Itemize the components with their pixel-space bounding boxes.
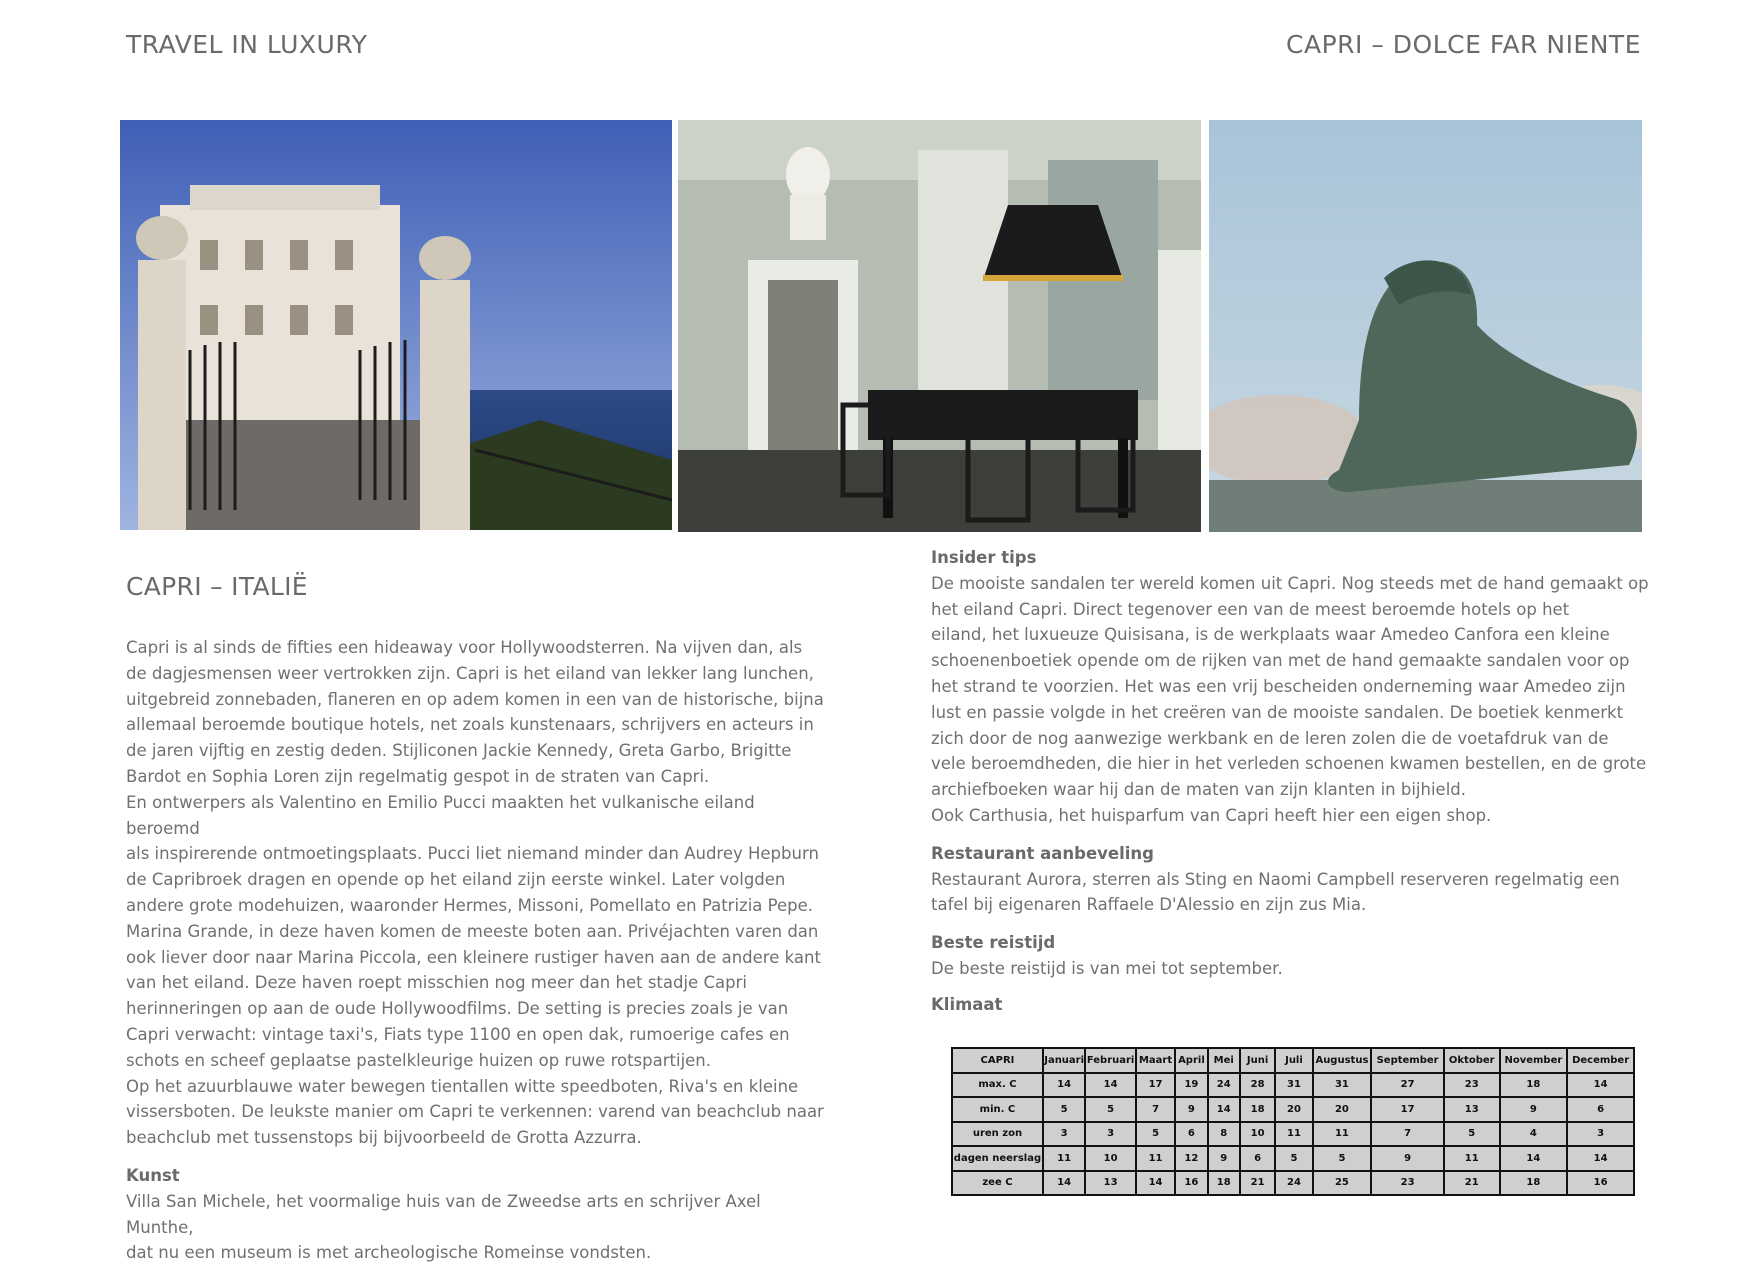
climate-cell: 13	[1444, 1097, 1500, 1122]
climate-row	[952, 1171, 1634, 1196]
climate-cell: 18	[1500, 1171, 1568, 1196]
climate-cell: 31	[1275, 1073, 1312, 1098]
text-line: uitgebreid zonnebaden, flaneren en op adem komen in een van de historische, bijna	[126, 689, 824, 709]
climate-cell: 6	[1240, 1146, 1275, 1171]
climate-cell: 28	[1240, 1073, 1275, 1098]
climate-header-cell: December	[1567, 1048, 1634, 1073]
text-line: allemaal beroemde boutique hotels, net zoals kunstenaars, schrijvers en acteurs in	[126, 715, 814, 735]
climate-cell: 14	[1043, 1073, 1085, 1098]
climate-cell: 5	[1043, 1097, 1085, 1122]
climate-cell: 10	[1240, 1122, 1275, 1147]
climate-cell: 5	[1136, 1122, 1175, 1147]
kunst-heading: Kunst	[126, 1165, 180, 1185]
climate-cell: 23	[1371, 1171, 1444, 1196]
climate-cell: 18	[1240, 1097, 1275, 1122]
text-line: vissersboten. De leukste manier om Capri te verkennen: varend van beachclub naar	[126, 1102, 824, 1122]
climate-header-cell: September	[1371, 1048, 1444, 1073]
climate-cell: 9	[1500, 1097, 1568, 1122]
text-line: het strand te voorzien. Het was een vrij bescheiden onderneming waar Amedeo zijn	[931, 676, 1626, 696]
climate-header-cell: Mei	[1208, 1048, 1240, 1073]
climate-cell: 14	[1567, 1146, 1634, 1171]
climate-cell: 11	[1444, 1146, 1500, 1171]
climate-row-label: uren zon	[952, 1122, 1043, 1147]
climate-cell: 9	[1208, 1146, 1240, 1171]
header-right-title: CAPRI – DOLCE FAR NIENTE	[1286, 30, 1641, 59]
dining-room-photo	[678, 120, 1201, 532]
text-line: Op het azuurblauwe water bewegen tientallen witte speedboten, Riva's en kleine	[126, 1076, 799, 1096]
climate-cell: 14	[1085, 1073, 1136, 1098]
climate-cell: 14	[1567, 1073, 1634, 1098]
text-line: schots en scheef geplaatse pastelkleurige huizen op ruwe rotspartijen.	[126, 1050, 712, 1070]
climate-cell: 7	[1371, 1122, 1444, 1147]
climate-cell: 3	[1567, 1122, 1634, 1147]
climate-cell: 9	[1175, 1097, 1207, 1122]
text-line: De beste reistijd is van mei tot september.	[931, 958, 1283, 978]
text-line: Marina Grande, in deze haven komen de meeste boten aan. Privéjachten varen dan	[126, 921, 819, 941]
climate-cell: 6	[1567, 1097, 1634, 1122]
climate-row	[952, 1146, 1634, 1171]
climate-row	[952, 1097, 1634, 1122]
climate-row	[952, 1122, 1634, 1147]
text-line: andere grote modehuizen, waaronder Hermes, Missoni, Pomellato en Patrizia Pepe.	[126, 895, 814, 915]
text-line: eiland, het luxueuze Quisisana, is de werkplaats waar Amedeo Canfora een kleine	[931, 625, 1610, 645]
sphinx-statue-photo	[1209, 120, 1642, 532]
climate-cell: 12	[1175, 1146, 1207, 1171]
climate-cell: 14	[1500, 1146, 1568, 1171]
text-line: zich door de nog aanwezige werkbank en de leren zolen die de voetafdruk van de	[931, 728, 1609, 748]
climate-cell: 5	[1444, 1122, 1500, 1147]
text-line: En ontwerpers als Valentino en Emilio Pucci maakten het vulkanische eiland beroemd	[126, 792, 755, 838]
text-line: het eiland Capri. Direct tegenover een van de meest beroemde hotels op het	[931, 599, 1570, 619]
climate-cell: 31	[1313, 1073, 1372, 1098]
climate-cell: 11	[1275, 1122, 1312, 1147]
klimaat-heading: Klimaat	[931, 994, 1003, 1014]
climate-row-label: min. C	[952, 1097, 1043, 1122]
climate-cell: 5	[1085, 1097, 1136, 1122]
climate-header-cell: Maart	[1136, 1048, 1175, 1073]
text-line: als inspirerende ontmoetingsplaats. Pucci liet niemand minder dan Audrey Hepburn	[126, 844, 819, 864]
climate-cell: 11	[1043, 1146, 1085, 1171]
text-line: Capri verwacht: vintage taxi's, Fiats type 1100 en open dak, rumoerige cafes en	[126, 1024, 790, 1044]
climate-cell: 14	[1208, 1097, 1240, 1122]
text-line: Capri is al sinds de fifties een hideaway voor Hollywoodsterren. Na vijven dan, als	[126, 638, 803, 657]
text-line: schoenenboetiek opende om de rijken van met de hand gemaakte sandalen voor op	[931, 651, 1630, 671]
climate-cell: 23	[1444, 1073, 1500, 1098]
text-line: Bardot en Sophia Loren zijn regelmatig gespot in de straten van Capri.	[126, 766, 710, 786]
left-column	[126, 572, 826, 1266]
text-line: tafel bij eigenaren Raffaele D'Alessio en zijn zus Mia.	[931, 895, 1367, 915]
climate-header-cell: November	[1500, 1048, 1568, 1073]
text-line: herinneringen op aan de oude Hollywoodfilms. De setting is precies zoals je van	[126, 999, 789, 1019]
text-line: vele beroemdheden, die hier in het verleden schoenen kwamen bestellen, en de grote	[931, 754, 1647, 774]
climate-cell: 3	[1043, 1122, 1085, 1147]
climate-cell: 17	[1136, 1073, 1175, 1098]
villa-gate-sea-photo	[120, 120, 672, 530]
climate-cell: 17	[1371, 1097, 1444, 1122]
climate-cell: 20	[1275, 1097, 1312, 1122]
climate-cell: 10	[1085, 1146, 1136, 1171]
climate-row-label: dagen neerslag	[952, 1146, 1043, 1171]
climate-cell: 18	[1208, 1171, 1240, 1196]
climate-cell: 11	[1136, 1146, 1175, 1171]
reistijd-heading: Beste reistijd	[931, 933, 1056, 953]
text-line: van het eiland. Deze haven roept misschien nog meer dan het stadje Capri	[126, 973, 747, 993]
climate-cell: 21	[1240, 1171, 1275, 1196]
climate-header-cell: April	[1175, 1048, 1207, 1073]
climate-cell: 24	[1208, 1073, 1240, 1098]
text-line: beachclub met tussenstops bij bijvoorbeeld de Grotta Azzurra.	[126, 1128, 642, 1148]
climate-table	[951, 1047, 1635, 1196]
climate-header-cell: Oktober	[1444, 1048, 1500, 1073]
climate-cell: 14	[1043, 1171, 1085, 1196]
climate-cell: 20	[1313, 1097, 1372, 1122]
climate-cell: 13	[1085, 1171, 1136, 1196]
climate-cell: 21	[1444, 1171, 1500, 1196]
climate-header-cell: Februari	[1085, 1048, 1136, 1073]
climate-header-row	[952, 1048, 1634, 1073]
header-left-title: TRAVEL IN LUXURY	[126, 30, 368, 59]
climate-cell: 9	[1371, 1146, 1444, 1171]
climate-cell: 3	[1085, 1122, 1136, 1147]
climate-cell: 16	[1175, 1171, 1207, 1196]
intro-paragraph	[126, 635, 826, 1151]
climate-cell: 11	[1313, 1122, 1372, 1147]
right-column	[931, 545, 1651, 1018]
climate-cell: 7	[1136, 1097, 1175, 1122]
climate-cell: 5	[1313, 1146, 1372, 1171]
climate-cell: 25	[1313, 1171, 1372, 1196]
text-line: de jaren vijftig en zestig deden. Stijliconen Jackie Kennedy, Greta Garbo, Brigitte	[126, 741, 792, 761]
climate-cell: 16	[1567, 1171, 1634, 1196]
text-line: archiefboeken waar hij dan de maten van zijn klanten in bijhield.	[931, 780, 1466, 800]
climate-row-label: zee C	[952, 1171, 1043, 1196]
climate-cell: 19	[1175, 1073, 1207, 1098]
restaurant-heading: Restaurant aanbeveling	[931, 843, 1154, 863]
text-line: de dagjesmensen weer vertrokken zijn. Capri is het eiland van lekker lang lunchen,	[126, 663, 814, 683]
insider-tips-heading: Insider tips	[931, 548, 1037, 567]
text-line: lust en passie volgde in het creëren van de mooiste sandalen. De boetiek kenmerkt	[931, 702, 1624, 722]
section-title-capri-italie: CAPRI – ITALIË	[126, 572, 308, 601]
climate-cell: 4	[1500, 1122, 1568, 1147]
climate-cell: 8	[1208, 1122, 1240, 1147]
climate-header-cell: Juli	[1275, 1048, 1312, 1073]
climate-cell: 18	[1500, 1073, 1568, 1098]
climate-header-cell: CAPRI	[952, 1048, 1043, 1073]
climate-cell: 14	[1136, 1171, 1175, 1196]
text-line: Villa San Michele, het voormalige huis van de Zweedse arts en schrijver Axel Munthe,	[126, 1191, 761, 1237]
text-line: Ook Carthusia, het huisparfum van Capri heeft hier een eigen shop.	[931, 805, 1492, 825]
climate-cell: 27	[1371, 1073, 1444, 1098]
text-line: dat nu een museum is met archeologische Romeinse vondsten.	[126, 1243, 652, 1263]
text-line: ook liever door naar Marina Piccola, een kleinere rustiger haven aan de andere kant	[126, 947, 821, 967]
climate-cell: 24	[1275, 1171, 1312, 1196]
climate-row	[952, 1073, 1634, 1098]
climate-cell: 6	[1175, 1122, 1207, 1147]
text-line: De mooiste sandalen ter wereld komen uit Capri. Nog steeds met de hand gemaakt op	[931, 573, 1649, 593]
climate-header-cell: Augustus	[1313, 1048, 1372, 1073]
climate-cell: 5	[1275, 1146, 1312, 1171]
climate-header-cell: Juni	[1240, 1048, 1275, 1073]
climate-header-cell: Januari	[1043, 1048, 1085, 1073]
climate-row-label: max. C	[952, 1073, 1043, 1098]
text-line: de Capribroek dragen en opende op het eiland zijn eerste winkel. Later volgden	[126, 870, 786, 890]
text-line: Restaurant Aurora, sterren als Sting en Naomi Campbell reserveren regelmatig een	[931, 869, 1620, 889]
